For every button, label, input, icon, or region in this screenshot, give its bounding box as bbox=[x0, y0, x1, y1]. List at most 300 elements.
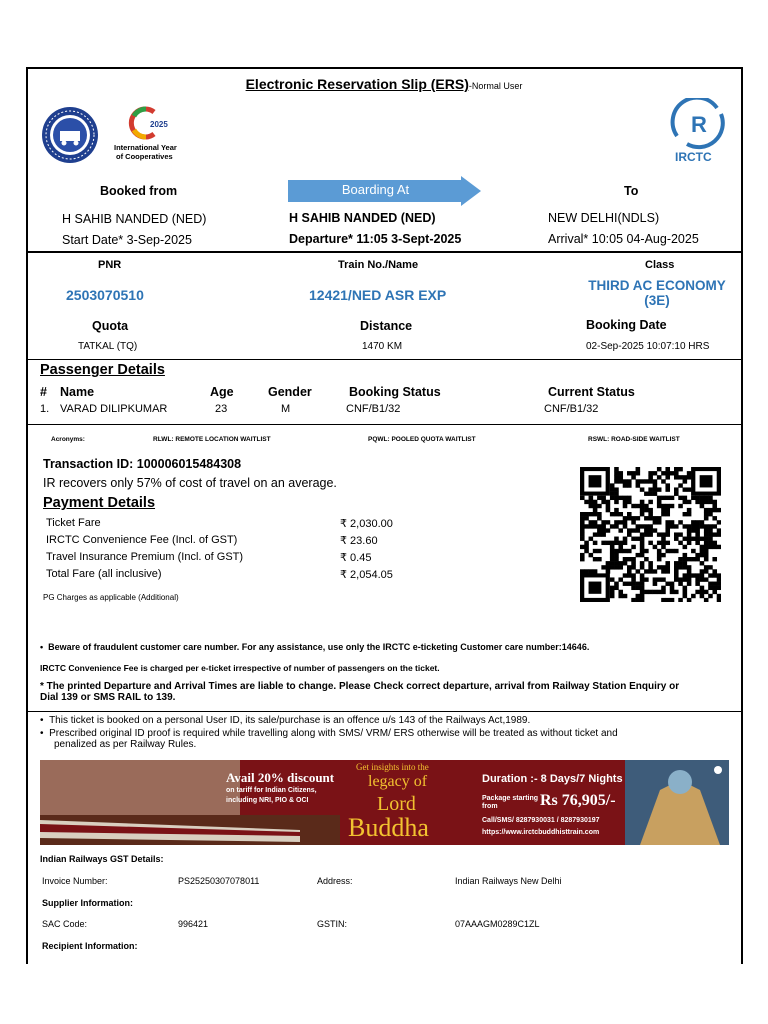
qr-module bbox=[657, 532, 662, 536]
notice-id-proof: • Prescribed original ID proof is required while travelling along with SMS/ VRM/ ERS otherwise will be treated as without ticket and penalized as per Railway Rules. bbox=[40, 728, 618, 750]
qr-module bbox=[614, 512, 619, 516]
qr-module bbox=[670, 590, 675, 594]
qr-module bbox=[589, 504, 594, 508]
qr-module bbox=[610, 594, 615, 598]
qr-module bbox=[640, 549, 645, 553]
cooperatives-logo: 2025 International Year of Cooperatives bbox=[110, 106, 190, 162]
qr-module bbox=[610, 487, 615, 491]
ad-duration: Duration :- 8 Days/7 Nights bbox=[482, 773, 623, 785]
qr-module bbox=[589, 512, 594, 516]
buddhist-train-ad-banner[interactable] bbox=[40, 760, 729, 845]
qr-module bbox=[644, 504, 649, 508]
qr-module bbox=[640, 561, 645, 565]
col-name: Name bbox=[60, 385, 95, 399]
qr-module bbox=[670, 504, 675, 508]
qr-module bbox=[627, 549, 632, 553]
qr-module bbox=[657, 553, 662, 557]
recipient-heading: Recipient Information: bbox=[42, 941, 138, 951]
qr-module bbox=[708, 594, 713, 598]
qr-module bbox=[683, 557, 688, 561]
qr-module bbox=[717, 598, 721, 602]
qr-module bbox=[640, 586, 645, 590]
qr-module bbox=[717, 508, 721, 512]
qr-module bbox=[661, 598, 666, 602]
qr-module bbox=[717, 594, 721, 598]
qr-module bbox=[623, 496, 628, 500]
qr-module bbox=[661, 504, 666, 508]
qr-module bbox=[648, 524, 653, 528]
qr-module bbox=[589, 553, 594, 557]
qr-module bbox=[695, 520, 700, 524]
qr-module bbox=[623, 594, 628, 598]
qr-module bbox=[614, 537, 619, 541]
cost-recovery-note: IR recovers only 57% of cost of travel on an average. bbox=[43, 476, 337, 490]
qr-module bbox=[640, 532, 645, 536]
qr-module bbox=[657, 541, 662, 545]
qr-module bbox=[640, 541, 645, 545]
qr-module bbox=[580, 520, 585, 524]
qr-module bbox=[665, 561, 670, 565]
qr-module bbox=[657, 504, 662, 508]
qr-module bbox=[640, 487, 645, 491]
qr-module bbox=[695, 557, 700, 561]
qr-module bbox=[665, 582, 670, 586]
qr-module bbox=[678, 577, 683, 581]
qr-module bbox=[580, 537, 585, 541]
qr-module bbox=[674, 561, 679, 565]
qr-module bbox=[597, 524, 602, 528]
qr-module bbox=[717, 532, 721, 536]
qr-module bbox=[610, 565, 615, 569]
convenience-fee-label: IRCTC Convenience Fee (Incl. of GST) bbox=[46, 534, 238, 546]
qr-module bbox=[584, 516, 589, 520]
qr-module bbox=[700, 561, 705, 565]
qr-module bbox=[717, 545, 721, 549]
qr-module bbox=[678, 532, 683, 536]
qr-module bbox=[665, 569, 670, 573]
qr-module bbox=[627, 516, 632, 520]
qr-module bbox=[601, 528, 606, 532]
qr-module bbox=[683, 500, 688, 504]
qr-module bbox=[674, 549, 679, 553]
qr-module bbox=[708, 496, 713, 500]
qr-module bbox=[610, 541, 615, 545]
qr-module bbox=[657, 565, 662, 569]
qr-module bbox=[644, 516, 649, 520]
qr-module bbox=[661, 496, 666, 500]
notice-timing: * The printed Departure and Arrival Times are liable to change. Please Check correct departure, arrival from Railway Station Enquiry or Dial 139 or SMS RAIL to 139. bbox=[40, 681, 680, 703]
qr-module bbox=[665, 524, 670, 528]
qr-module bbox=[648, 508, 653, 512]
qr-module bbox=[589, 537, 594, 541]
qr-module bbox=[691, 524, 696, 528]
qr-module bbox=[683, 496, 688, 500]
col-booking-status: Booking Status bbox=[349, 385, 441, 399]
qr-module bbox=[674, 577, 679, 581]
qr-module bbox=[657, 496, 662, 500]
qr-module bbox=[601, 520, 606, 524]
distance-value: 1470 KM bbox=[362, 341, 403, 352]
pnr-label: PNR bbox=[98, 259, 122, 271]
qr-module bbox=[597, 496, 602, 500]
qr-module bbox=[687, 528, 692, 532]
qr-module bbox=[614, 541, 619, 545]
qr-module bbox=[610, 483, 615, 487]
qr-module bbox=[610, 496, 615, 500]
qr-module bbox=[618, 528, 623, 532]
qr-module bbox=[665, 549, 670, 553]
qr-module bbox=[606, 565, 611, 569]
qr-module bbox=[618, 541, 623, 545]
qr-module bbox=[687, 487, 692, 491]
qr-module bbox=[695, 577, 700, 581]
qr-module bbox=[610, 492, 615, 496]
qr-module bbox=[606, 528, 611, 532]
qr-module bbox=[618, 545, 623, 549]
divider bbox=[28, 251, 741, 253]
qr-module bbox=[712, 557, 717, 561]
qr-module bbox=[584, 524, 589, 528]
qr-module bbox=[601, 532, 606, 536]
qr-module bbox=[614, 467, 619, 471]
qr-module bbox=[665, 487, 670, 491]
address-value: Indian Railways New Delhi bbox=[455, 876, 562, 886]
qr-module bbox=[644, 569, 649, 573]
qr-module bbox=[631, 565, 636, 569]
qr-module bbox=[640, 545, 645, 549]
ad-contact: Call/SMS/ 8287930031 / 8287930197 bbox=[482, 817, 600, 824]
qr-module bbox=[597, 557, 602, 561]
qr-module bbox=[661, 586, 666, 590]
qr-module bbox=[606, 520, 611, 524]
notice-convenience-fee: IRCTC Convenience Fee is charged per e-ticket irrespective of number of passengers on the ticket. bbox=[40, 663, 440, 673]
qr-module bbox=[580, 524, 585, 528]
qr-module bbox=[644, 577, 649, 581]
qr-module bbox=[717, 582, 721, 586]
passenger-gender: M bbox=[281, 403, 291, 415]
qr-module bbox=[644, 479, 649, 483]
qr-module bbox=[674, 467, 679, 471]
qr-module bbox=[704, 524, 709, 528]
qr-module bbox=[657, 549, 662, 553]
qr-module bbox=[674, 475, 679, 479]
boarding-station: H SAHIB NANDED (NED) bbox=[289, 211, 436, 225]
class-value: THIRD AC ECONOMY (3E) bbox=[588, 278, 726, 308]
qr-module bbox=[700, 504, 705, 508]
qr-module bbox=[627, 582, 632, 586]
passenger-booking-status: CNF/B1/32 bbox=[346, 403, 401, 415]
qr-module bbox=[661, 553, 666, 557]
qr-module bbox=[601, 496, 606, 500]
qr-module bbox=[636, 582, 641, 586]
qr-module bbox=[644, 492, 649, 496]
gstin-label: GSTIN: bbox=[317, 919, 348, 929]
qr-module bbox=[708, 545, 713, 549]
qr-module bbox=[683, 553, 688, 557]
qr-module bbox=[618, 479, 623, 483]
qr-module bbox=[631, 573, 636, 577]
qr-module bbox=[678, 504, 683, 508]
qr-module bbox=[704, 565, 709, 569]
qr-module bbox=[631, 520, 636, 524]
qr-module bbox=[700, 553, 705, 557]
qr-module bbox=[636, 524, 641, 528]
qr-module bbox=[704, 516, 709, 520]
qr-module bbox=[708, 512, 713, 516]
qr-module bbox=[589, 520, 594, 524]
qr-module bbox=[704, 537, 709, 541]
qr-module bbox=[627, 479, 632, 483]
qr-module bbox=[683, 586, 688, 590]
qr-finder-pattern bbox=[589, 582, 602, 594]
qr-module bbox=[695, 537, 700, 541]
acronyms-label: Acronyms: bbox=[51, 436, 85, 443]
qr-module bbox=[636, 594, 641, 598]
gstin-value: 07AAAGM0289C1ZL bbox=[455, 919, 540, 929]
booking-date-value: 02-Sep-2025 10:07:10 HRS bbox=[586, 341, 710, 352]
departure-time: Departure* 11:05 3-Sept-2025 bbox=[289, 232, 462, 246]
qr-module bbox=[631, 557, 636, 561]
qr-module bbox=[580, 496, 585, 500]
qr-module bbox=[665, 598, 670, 602]
qr-module bbox=[712, 508, 717, 512]
qr-module bbox=[640, 577, 645, 581]
qr-module bbox=[648, 541, 653, 545]
qr-module bbox=[580, 557, 585, 561]
qr-module bbox=[627, 512, 632, 516]
train-value: 12421/NED ASR EXP bbox=[309, 287, 447, 303]
qr-module bbox=[708, 537, 713, 541]
qr-module bbox=[687, 573, 692, 577]
qr-module bbox=[687, 557, 692, 561]
qr-module bbox=[627, 471, 632, 475]
notice-fraud: • Beware of fraudulent customer care number. For any assistance, use only the IRCTC e-ticketing Customer care number:14646. bbox=[40, 642, 590, 652]
qr-module bbox=[700, 545, 705, 549]
qr-module bbox=[636, 537, 641, 541]
invoice-label: Invoice Number: bbox=[42, 876, 108, 886]
qr-module bbox=[683, 487, 688, 491]
qr-module bbox=[618, 471, 623, 475]
qr-module bbox=[691, 520, 696, 524]
qr-module bbox=[618, 594, 623, 598]
qr-module bbox=[636, 483, 641, 487]
qr-module bbox=[657, 487, 662, 491]
qr-module bbox=[580, 516, 585, 520]
qr-module bbox=[665, 471, 670, 475]
qr-module bbox=[712, 500, 717, 504]
qr-module bbox=[708, 541, 713, 545]
qr-module bbox=[670, 524, 675, 528]
qr-module bbox=[700, 537, 705, 541]
qr-module bbox=[683, 512, 688, 516]
qr-module bbox=[597, 532, 602, 536]
qr-module bbox=[700, 586, 705, 590]
qr-module bbox=[623, 541, 628, 545]
booked-from-label: Booked from bbox=[100, 184, 178, 198]
pnr-value: 2503070510 bbox=[66, 287, 144, 303]
qr-module bbox=[704, 508, 709, 512]
qr-module bbox=[665, 528, 670, 532]
qr-module bbox=[687, 598, 692, 602]
qr-module bbox=[623, 582, 628, 586]
qr-module bbox=[670, 582, 675, 586]
qr-module bbox=[653, 483, 658, 487]
qr-module bbox=[653, 590, 658, 594]
qr-module bbox=[636, 598, 641, 602]
qr-module bbox=[653, 545, 658, 549]
arrival-time: Arrival* 10:05 04-Aug-2025 bbox=[548, 232, 699, 246]
qr-module bbox=[712, 573, 717, 577]
qr-module bbox=[584, 500, 589, 504]
qr-module bbox=[695, 496, 700, 500]
qr-module bbox=[674, 537, 679, 541]
qr-module bbox=[640, 594, 645, 598]
qr-module bbox=[674, 590, 679, 594]
qr-module bbox=[653, 487, 658, 491]
qr-module bbox=[631, 504, 636, 508]
qr-module bbox=[700, 590, 705, 594]
qr-module bbox=[678, 496, 683, 500]
supplier-heading: Supplier Information: bbox=[42, 898, 133, 908]
qr-module bbox=[584, 549, 589, 553]
gst-heading: Indian Railways GST Details: bbox=[40, 854, 164, 864]
qr-module bbox=[610, 553, 615, 557]
qr-module bbox=[665, 483, 670, 487]
qr-module bbox=[580, 569, 585, 573]
qr-module bbox=[593, 524, 598, 528]
divider bbox=[28, 424, 741, 425]
qr-module bbox=[687, 524, 692, 528]
qr-module bbox=[648, 565, 653, 569]
qr-module bbox=[704, 577, 709, 581]
qr-module bbox=[614, 475, 619, 479]
qr-module bbox=[648, 500, 653, 504]
qr-module bbox=[704, 553, 709, 557]
qr-module bbox=[657, 577, 662, 581]
qr-module bbox=[648, 479, 653, 483]
qr-module bbox=[670, 598, 675, 602]
qr-module bbox=[584, 569, 589, 573]
booking-date-label: Booking Date bbox=[586, 318, 667, 332]
qr-module bbox=[687, 541, 692, 545]
qr-module bbox=[683, 561, 688, 565]
qr-module bbox=[640, 524, 645, 528]
qr-module bbox=[640, 553, 645, 557]
divider bbox=[28, 711, 741, 712]
qr-module bbox=[597, 549, 602, 553]
qr-module bbox=[618, 590, 623, 594]
acronym-pqwl: PQWL: POOLED QUOTA WAITLIST bbox=[368, 436, 476, 443]
qr-module bbox=[648, 561, 653, 565]
qr-module bbox=[623, 561, 628, 565]
pg-charges-note: PG Charges as applicable (Additional) bbox=[43, 593, 179, 602]
qr-module bbox=[700, 573, 705, 577]
qr-module bbox=[695, 528, 700, 532]
qr-module bbox=[631, 537, 636, 541]
qr-module bbox=[597, 504, 602, 508]
payment-details-heading: Payment Details bbox=[43, 495, 156, 511]
qr-module bbox=[712, 582, 717, 586]
qr-module bbox=[631, 582, 636, 586]
qr-module bbox=[648, 492, 653, 496]
qr-module bbox=[704, 496, 709, 500]
qr-module bbox=[678, 598, 683, 602]
qr-module bbox=[648, 471, 653, 475]
qr-module bbox=[704, 549, 709, 553]
qr-module bbox=[614, 557, 619, 561]
qr-module bbox=[618, 520, 623, 524]
qr-module bbox=[614, 496, 619, 500]
qr-module bbox=[665, 512, 670, 516]
qr-module bbox=[623, 573, 628, 577]
acronym-rswl: RSWL: ROAD-SIDE WAITLIST bbox=[588, 436, 680, 443]
qr-module bbox=[691, 528, 696, 532]
divider bbox=[28, 359, 741, 360]
qr-module bbox=[593, 541, 598, 545]
qr-module bbox=[665, 467, 670, 471]
convenience-fee-value: ₹ 23.60 bbox=[340, 535, 378, 547]
qr-module bbox=[661, 508, 666, 512]
qr-module bbox=[661, 512, 666, 516]
qr-module bbox=[687, 508, 692, 512]
qr-module bbox=[601, 541, 606, 545]
qr-module bbox=[687, 475, 692, 479]
qr-module bbox=[657, 475, 662, 479]
qr-module bbox=[653, 492, 658, 496]
qr-module bbox=[640, 500, 645, 504]
qr-module bbox=[627, 483, 632, 487]
ad-price: Rs 76,905/- bbox=[540, 792, 616, 809]
insurance-label: Travel Insurance Premium (Incl. of GST) bbox=[46, 551, 244, 563]
qr-module bbox=[704, 569, 709, 573]
qr-module bbox=[593, 569, 598, 573]
qr-module bbox=[644, 528, 649, 532]
qr-module bbox=[700, 549, 705, 553]
qr-module bbox=[687, 577, 692, 581]
qr-module bbox=[708, 586, 713, 590]
qr-module bbox=[614, 565, 619, 569]
qr-module bbox=[614, 492, 619, 496]
qr-module bbox=[614, 500, 619, 504]
ad-url[interactable]: https://www.irctcbuddhisttrain.com bbox=[482, 829, 600, 836]
qr-module bbox=[695, 590, 700, 594]
qr-module bbox=[661, 569, 666, 573]
qr-module bbox=[704, 541, 709, 545]
qr-module bbox=[653, 471, 658, 475]
qr-module bbox=[687, 471, 692, 475]
qr-module bbox=[618, 549, 623, 553]
qr-module bbox=[614, 479, 619, 483]
qr-module bbox=[678, 467, 683, 471]
qr-module bbox=[704, 512, 709, 516]
qr-module bbox=[708, 524, 713, 528]
qr-module bbox=[623, 479, 628, 483]
qr-module bbox=[623, 504, 628, 508]
qr-module bbox=[670, 471, 675, 475]
qr-module bbox=[691, 496, 696, 500]
quota-value: TATKAL (TQ) bbox=[78, 341, 138, 352]
qr-module bbox=[678, 475, 683, 479]
qr-module bbox=[683, 577, 688, 581]
qr-module bbox=[640, 479, 645, 483]
qr-module bbox=[593, 508, 598, 512]
from-station: H SAHIB NANDED (NED) bbox=[62, 212, 207, 226]
qr-module bbox=[627, 500, 632, 504]
to-station: NEW DELHI(NDLS) bbox=[548, 211, 660, 225]
qr-module bbox=[614, 561, 619, 565]
qr-module bbox=[640, 504, 645, 508]
qr-module bbox=[636, 569, 641, 573]
